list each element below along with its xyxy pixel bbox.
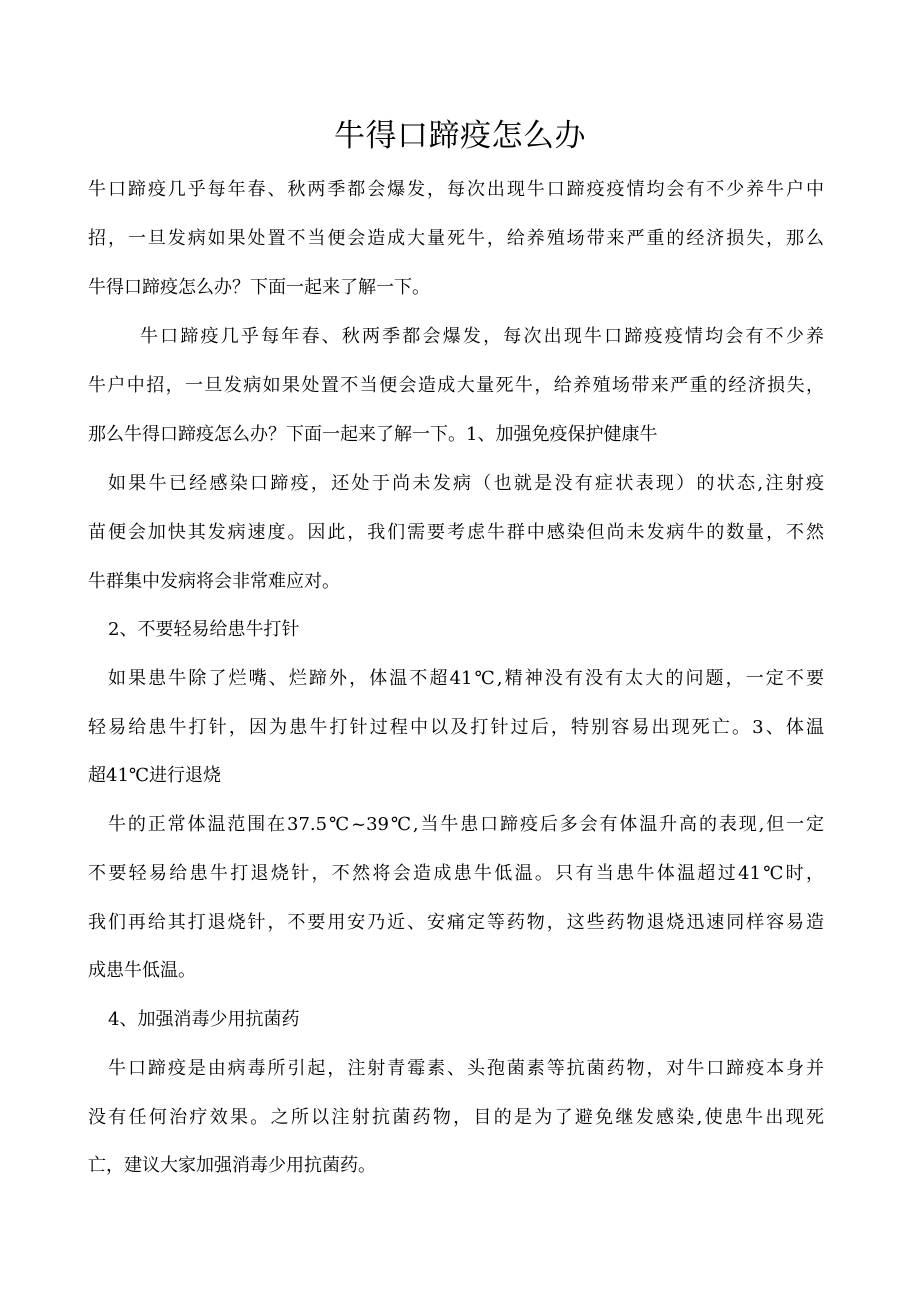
paragraph-line: 亡，建议大家加强消毒少用抗菌药。	[88, 1155, 376, 1176]
paragraph-line: 招，一旦发病如果处置不当便会造成大量死牛，给养殖场带来严重的经济损失，那么	[88, 228, 824, 249]
paragraph-line: 那么牛得口蹄疫怎么办？下面一起来了解一下。1、加强免疫保护健康牛	[88, 424, 658, 445]
paragraph-line: 如果牛已经感染口蹄疫，还处于尚未发病（也就是没有症状表现）的状态,注射疫	[108, 473, 824, 494]
paragraph-line: 如果患牛除了烂嘴、烂蹄外，体温不超41℃,精神没有没有太大的问题，一定不要	[108, 668, 824, 689]
section-heading: 4、加强消毒少用抗菌药	[108, 1009, 300, 1030]
paragraph-line: 牛得口蹄疫怎么办？下面一起来了解一下。	[88, 277, 430, 298]
paragraph-line: 牛口蹄疫几乎每年春、秋两季都会爆发，每次出现牛口蹄疫疫情均会有不少养牛户中	[88, 179, 824, 200]
paragraph-line: 超41℃进行退烧	[88, 765, 222, 786]
paragraph-line: 牛户中招，一旦发病如果处置不当便会造成大量死牛，给养殖场带来严重的经济损失，	[88, 375, 824, 396]
section-heading: 2、不要轻易给患牛打针	[108, 619, 300, 640]
paragraph-line: 不要轻易给患牛打退烧针，不然将会造成患牛低温。只有当患牛体温超过41℃时，	[88, 863, 824, 884]
paragraph-line: 牛的正常体温范围在37.5℃~39℃,当牛患口蹄疫后多会有体温升高的表现,但一定	[108, 814, 824, 835]
paragraph-line: 牛口蹄疫是由病毒所引起，注射青霉素、头孢菌素等抗菌药物，对牛口蹄疫本身并	[108, 1058, 824, 1079]
paragraph-line: 苗便会加快其发病速度。因此，我们需要考虑牛群中感染但尚未发病牛的数量，不然	[88, 522, 824, 543]
paragraph-line: 我们再给其打退烧针，不要用安乃近、安痛定等药物，这些药物退烧迅速同样容易造	[88, 912, 824, 933]
paragraph-line: 牛群集中发病将会非常难应对。	[88, 571, 340, 592]
paragraph-line: 没有任何治疗效果。之所以注射抗菌药物，目的是为了避免继发感染,使患牛出现死	[88, 1107, 824, 1128]
paragraph-line: 牛口蹄疫几乎每年春、秋两季都会爆发，每次出现牛口蹄疫疫情均会有不少养	[140, 326, 824, 347]
paragraph-line: 成患牛低温。	[88, 960, 196, 981]
paragraph-line: 轻易给患牛打针，因为患牛打针过程中以及打针过后，特别容易出现死亡。3、体温	[88, 717, 824, 738]
document-title: 牛得口蹄疫怎么办	[334, 118, 586, 154]
